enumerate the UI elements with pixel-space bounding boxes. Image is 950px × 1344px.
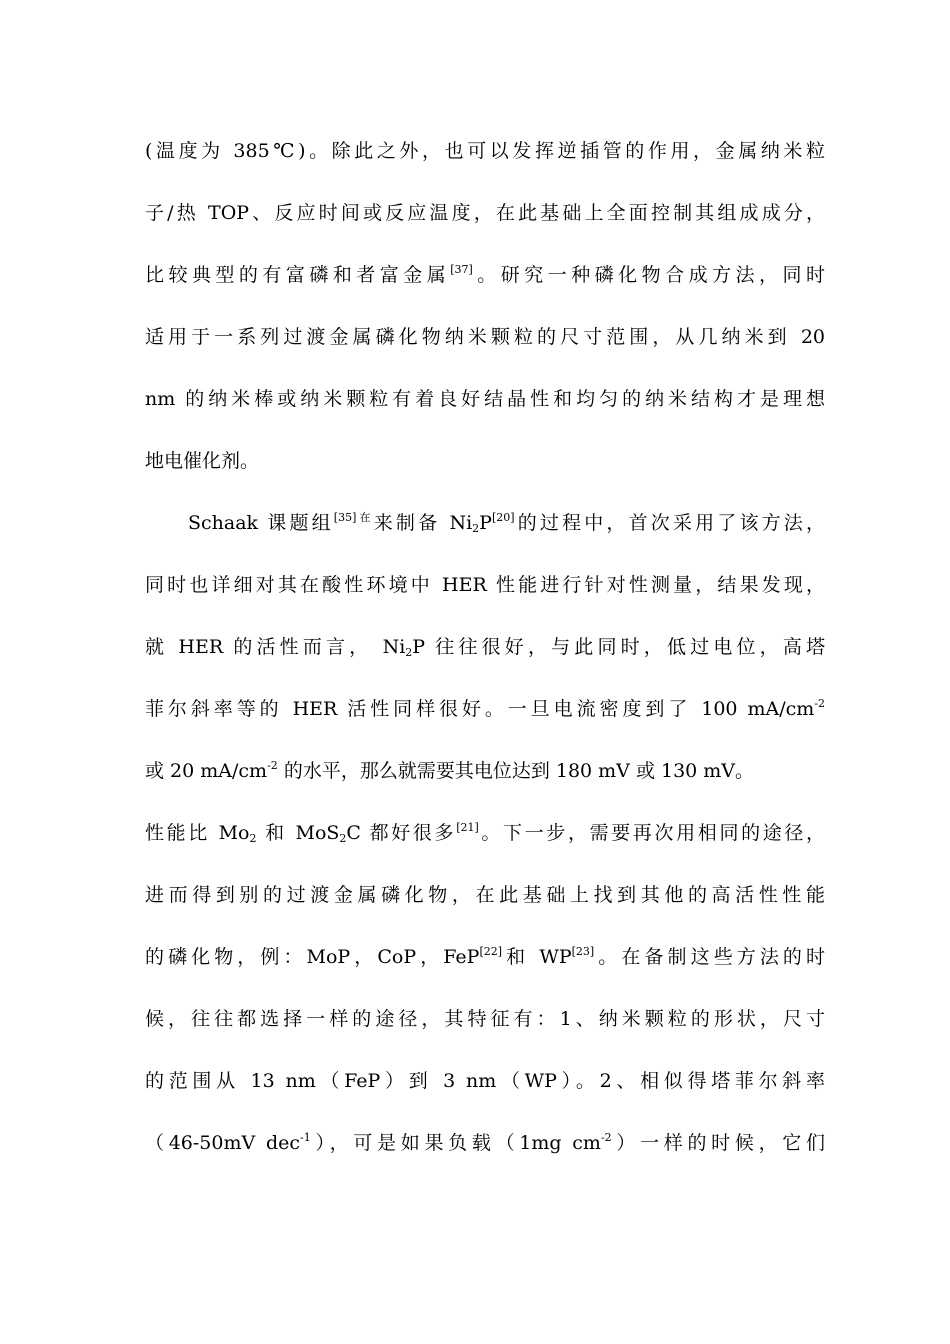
text-run: 来制备 Ni [373,512,473,534]
text-run: 的范围从 13 nm（FeP）到 3 nm（WP）。2、相似得塔菲尔斜率 [145,1070,825,1092]
superscript: [22] [479,945,503,958]
text-run: 的水平，那么就需要其电位达到 180 mV 或 130 mV。 [277,760,755,782]
text-line [145,748,825,810]
text-line [145,190,825,252]
body-text [145,128,825,1182]
text-run: (温度为 385℃)。除此之外，也可以发挥逆插管的作用，金属纳米粒 [145,140,825,162]
text-line [145,624,825,686]
text-run: 候，往往都选择一样的途径，其特征有：1、纳米颗粒的形状，尺寸 [145,1008,825,1030]
text-run: ）一样的时候，它们 [611,1132,825,1154]
text-run: 比较典型的有富磷和者富金属 [145,264,451,286]
text-line [145,996,825,1058]
superscript: [20] [491,511,515,524]
superscript: [21] [456,821,479,834]
superscript: -1 [300,1131,311,1144]
paragraph-schaak [145,500,825,1182]
text-line [145,562,825,624]
subscript: 2 [405,646,413,659]
text-line [145,500,825,562]
text-line [145,438,825,500]
text-run: 菲尔斜率等的 HER 活性同样很好。一旦电流密度到了 100 mA/cm [145,698,815,720]
text-line [145,314,825,376]
text-run: 地电催化剂。 [145,450,260,472]
text-run: 适用于一系列过渡金属磷化物纳米颗粒的尺寸范围，从几纳米到 20 [145,326,825,348]
text-run: C 都好很多 [346,822,457,844]
text-run: 子/热 TOP、反应时间或反应温度，在此基础上全面控制其组成成分， [145,202,825,224]
text-line [145,872,825,934]
superscript: [37] [450,263,473,276]
text-run: 同时也详细对其在酸性环境中 HER 性能进行针对性测量，结果发现， [145,574,825,596]
text-run: 和 MoS [256,822,340,844]
text-line [145,1120,825,1182]
superscript: -2 [600,1131,612,1144]
text-run: 的磷化物，例：MoP，CoP，FeP [145,946,480,968]
text-run: 。在备制这些方法的时 [594,946,825,968]
text-run: 。下一步，需要再次用相同的途径， [478,822,825,844]
text-line [145,810,825,872]
subscript: 2 [339,832,347,845]
superscript: [23] [571,945,595,958]
superscript: [35]在 [333,511,374,524]
text-run: 或 20 mA/cm [145,760,268,782]
text-run: P [479,512,492,534]
text-run: P 往往很好，与此同时，低过电位，高塔 [412,636,825,658]
superscript: -2 [267,759,278,772]
text-run: Schaak 课题组 [188,512,334,534]
text-run: 。研究一种磷化物合成方法，同时 [472,264,825,286]
text-run: nm 的纳米棒或纳米颗粒有着良好结晶性和均匀的纳米结构才是理想 [145,388,825,410]
subscript: 2 [472,522,480,535]
text-run: 进而得到别的过渡金属磷化物，在此基础上找到其他的高活性性能 [145,884,825,906]
text-line [145,128,825,190]
text-run: 性能比 Mo [145,822,250,844]
text-line [145,934,825,996]
text-run: ），可是如果负载（1mg cm [310,1132,601,1154]
text-run: 就 HER 的活性而言， Ni [145,636,406,658]
paragraph-synthesis [145,128,825,500]
text-run: （46-50mV dec [145,1132,301,1154]
text-line [145,376,825,438]
text-run: 的过程中，首次采用了该方法， [514,512,825,534]
superscript: -2 [814,697,825,710]
text-line [145,686,825,748]
text-run: 和 WP [502,946,572,968]
text-line [145,1058,825,1120]
text-line [145,252,825,314]
subscript: 2 [249,832,257,845]
